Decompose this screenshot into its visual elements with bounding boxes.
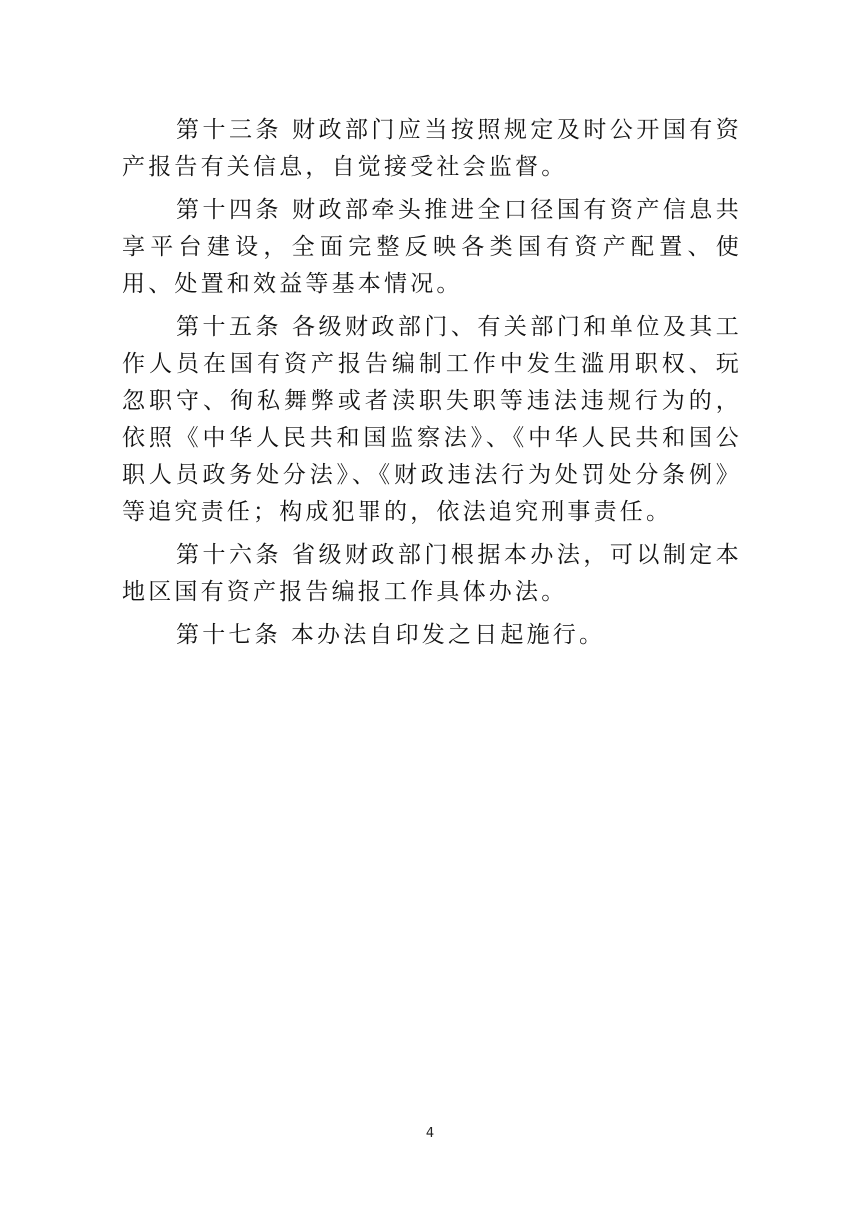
article-14-number: 第十四条	[176, 197, 282, 223]
article-15-number: 第十五条	[176, 314, 282, 340]
article-17-text: 本办法自印发之日起施行。	[290, 622, 606, 648]
article-16	[122, 537, 742, 611]
article-14-text: 财政部牵头推进全口径国有资产信息共享平台建设，全面完整反映各类国有资产配置、使用、处置和效益等基本情况。	[122, 197, 742, 297]
article-17-number: 第十七条	[176, 622, 281, 648]
article-13-text: 财政部门应当按照规定及时公开国有资产报告有关信息，自觉接受社会监督。	[122, 117, 742, 180]
article-15-text: 各级财政部门、有关部门和单位及其工作人员在国有资产报告编制工作中发生滥用职权、玩忽职守、徇私舞弊或者渎职失职等违法违规行为的，依照《中华人民共和国监察法》、《中华人民共和国公职人员政务处分法》、《财政违法行为处罚处分条例》等追究责任；构成犯罪的，依法追究刑事责任。	[122, 314, 742, 525]
article-13	[122, 112, 742, 186]
article-16-text: 省级财政部门根据本办法，可以制定本地区国有资产报告编报工作具体办法。	[122, 542, 742, 605]
article-14	[122, 192, 742, 303]
article-13-number: 第十三条	[176, 117, 282, 143]
page-number: 4	[425, 1126, 435, 1141]
document-body	[122, 112, 742, 660]
article-17	[122, 617, 742, 654]
article-15	[122, 309, 742, 531]
article-16-number: 第十六条	[176, 542, 282, 568]
